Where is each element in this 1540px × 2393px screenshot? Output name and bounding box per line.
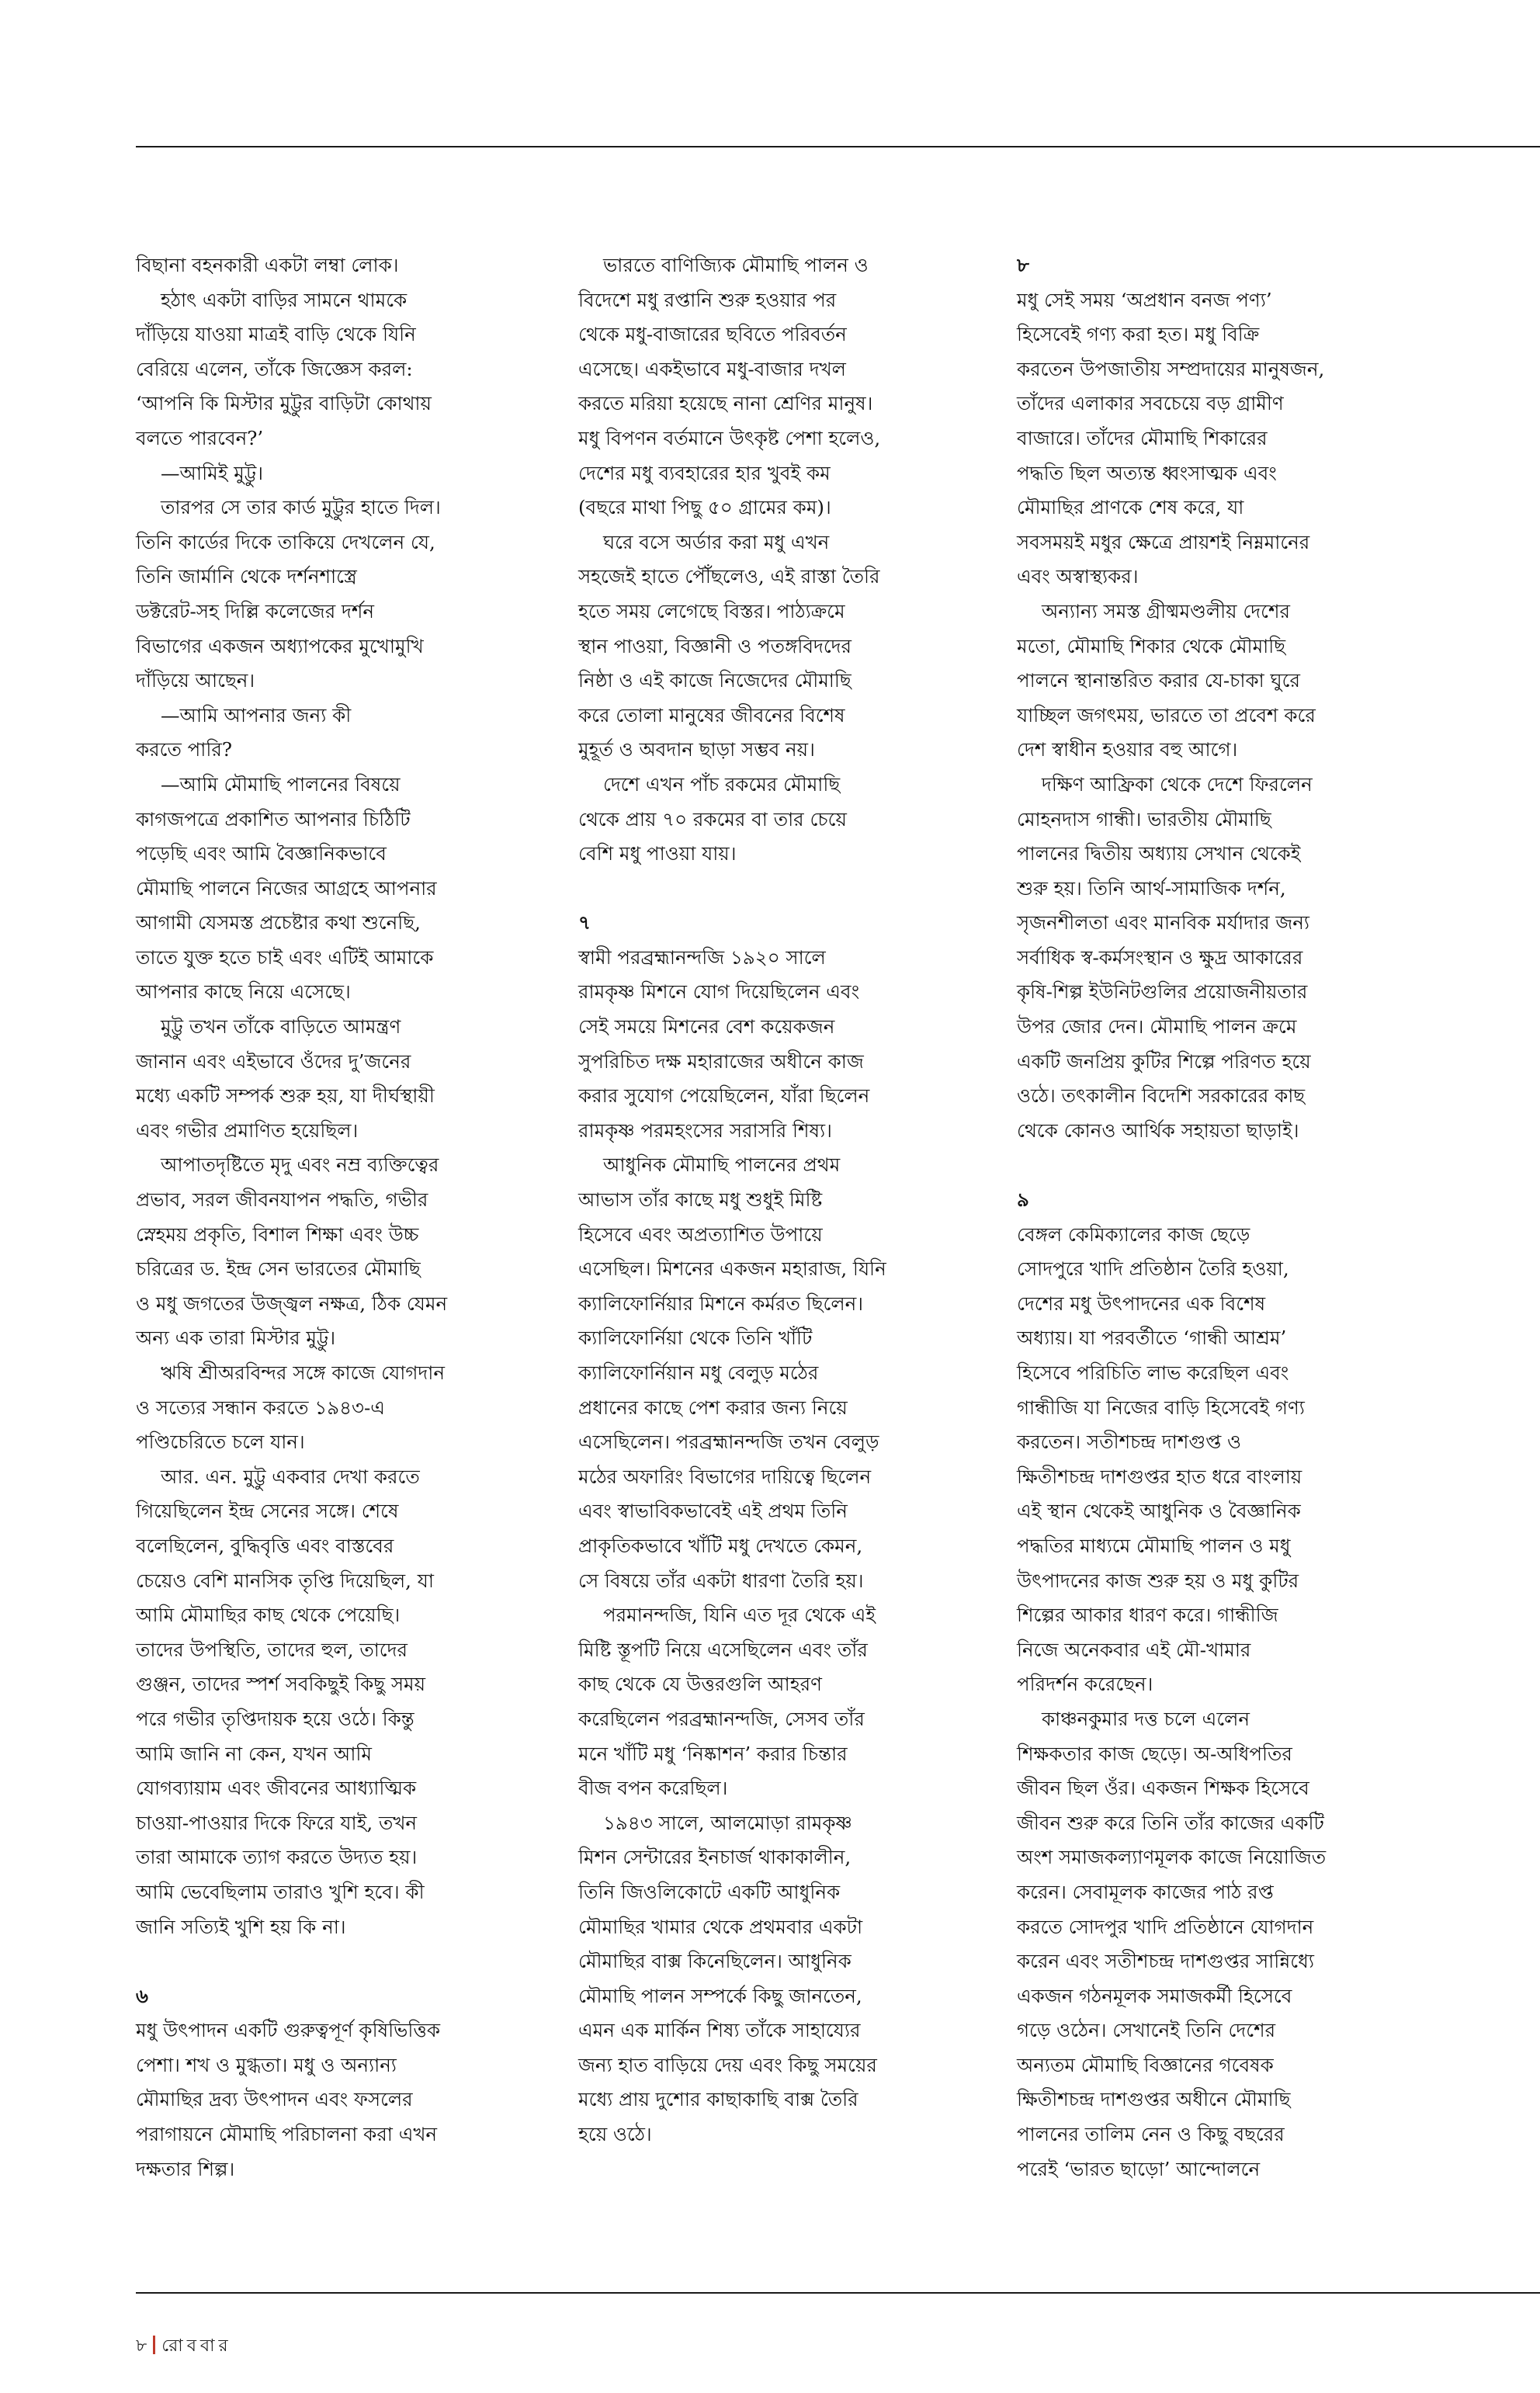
text-line: উপর জোর দেন। মৌমাছি পালন ক্রমে — [1017, 1015, 1297, 1039]
text-line: তাতে যুক্ত হতে চাই এবং এটিই আমাকে — [136, 945, 434, 969]
text-line: মৌমাছির খামার থেকে প্রথমবার একটা — [578, 1915, 863, 1938]
text-line: এমন এক মার্কিন শিষ্য তাঁকে সাহায্যের — [578, 2019, 861, 2042]
text-line: মুট্টু তখন তাঁকে বাড়িতে আমন্ত্রণ — [161, 1015, 401, 1039]
text-line: কাছ থেকে যে উত্তরগুলি আহরণ — [578, 1673, 822, 1696]
text-line: —আমি মৌমাছি পালনের বিষয়ে — [161, 772, 401, 796]
text-line: পরেই ‘ভারত ছাড়ো’ আন্দোলনে — [1017, 2157, 1261, 2180]
text-line: হিসেবে এবং অপ্রত্যাশিত উপায়ে — [578, 1223, 823, 1246]
text-line: চেয়েও বেশি মানসিক তৃপ্তি দিয়েছিল, যা — [136, 1569, 434, 1592]
text-line: করতে মরিয়া হয়েছে নানা শ্রেণির মানুষ। — [578, 392, 873, 415]
section-number: ৯ — [1017, 1188, 1029, 1212]
text-line: বলেছিলেন, বুদ্ধিবৃত্তি এবং বাস্তবের — [136, 1534, 394, 1557]
text-line: পণ্ডিচেরিতে চলে যান। — [136, 1431, 305, 1454]
section-number: ৭ — [578, 911, 591, 935]
text-line: করতে পারি? — [136, 738, 232, 761]
text-line: তিনি কার্ডের দিকে তাকিয়ে দেখলেন যে, — [136, 530, 435, 553]
text-line: ‘আপনি কি মিস্টার মুট্টুর বাড়িটা কোথায় — [136, 392, 432, 415]
text-line: মতো, মৌমাছি শিকার থেকে মৌমাছি — [1017, 634, 1286, 657]
text-line: করে তোলা মানুষের জীবনের বিশেষ — [578, 703, 845, 727]
text-line: গুঞ্জন, তাদের স্পর্শ সবকিছুই কিছু সময় — [136, 1673, 426, 1696]
text-line: অংশ সমাজকল্যাণমূলক কাজে নিয়োজিত — [1017, 1846, 1327, 1869]
text-line: পরমানন্দজি, যিনি এত দূর থেকে এই — [603, 1604, 876, 1627]
text-line: অন্য এক তারা মিস্টার মুট্টু। — [136, 1327, 336, 1350]
text-line: দক্ষতার শিল্প। — [136, 2157, 235, 2180]
text-line: বীজ বপন করেছিল। — [578, 1777, 728, 1800]
text-line: বিভাগের একজন অধ্যাপকের মুখোমুখি — [136, 634, 424, 657]
text-line: তাদের উপস্থিতি, তাদের হুল, তাদের — [136, 1638, 408, 1661]
text-line: পালনের তালিম নেন ও কিছু বছরের — [1017, 2123, 1285, 2146]
text-line: এবং গভীর প্রমাণিত হয়েছিল। — [136, 1118, 359, 1142]
text-line: মনে খাঁটি মধু ‘নিষ্কাশন’ করার চিন্তার — [578, 1742, 848, 1765]
text-line: মধু সেই সময় ‘অপ্রধান বনজ পণ্য’ — [1017, 288, 1272, 311]
text-line: জন্য হাত বাড়িয়ে দেয় এবং কিছু সময়ের — [578, 2053, 877, 2076]
text-line: আমি ভেবেছিলাম তারাও খুশি হবে। কী — [136, 1880, 425, 1903]
text-line: মৌমাছি পালন সম্পর্কে কিছু জানতেন, — [578, 1984, 862, 2007]
text-line: ঋষি শ্রীঅরবিন্দর সঙ্গে কাজে যোগদান — [161, 1361, 445, 1384]
text-line: করতেন উপজাতীয় সম্প্রদায়ের মানুষজন, — [1017, 357, 1325, 380]
text-line: এসেছে। একইভাবে মধু-বাজার দখল — [578, 357, 846, 380]
text-line: ক্ষিতীশচন্দ্র দাশগুপ্তর অধীনে মৌমাছি — [1017, 2088, 1291, 2111]
text-line: মৌমাছি পালনে নিজের আগ্রহে আপনার — [136, 876, 437, 900]
section-number: ৬ — [136, 1984, 148, 2007]
text-line: করার সুযোগ পেয়েছিলেন, যাঁরা ছিলেন — [578, 1084, 870, 1108]
footer-divider — [153, 2336, 155, 2354]
text-line: মধ্যে প্রায় দুশোর কাছাকাছি বাক্স তৈরি — [578, 2088, 858, 2111]
spacer — [1017, 1148, 1420, 1183]
text-line: আর. এন. মুট্টু একবার দেখা করতে — [161, 1465, 420, 1488]
bottom-rule — [136, 2292, 1540, 2294]
text-line: ক্ষিতীশচন্দ্র দাশগুপ্তর হাত ধরে বাংলায় — [1017, 1465, 1302, 1488]
text-line: করেন। সেবামূলক কাজের পাঠ রপ্ত — [1017, 1880, 1274, 1903]
text-line: আপাতদৃষ্টিতে মৃদু এবং নম্র ব্যক্তিত্বের — [161, 1153, 439, 1177]
text-line: স্বামী পরব্রহ্মানন্দজি ১৯২০ সালে — [578, 945, 826, 969]
text-line: —আমি আপনার জন্য কী — [161, 703, 352, 727]
text-line: কৃষি-শিল্প ইউনিটগুলির প্রয়োজনীয়তার — [1017, 980, 1308, 1004]
text-line: মধ্যে একটি সম্পর্ক শুরু হয়, যা দীর্ঘস্থায়ী — [136, 1084, 435, 1108]
text-line: ডক্টরেট-সহ দিল্লি কলেজের দর্শন — [136, 599, 374, 623]
text-line: করেছিলেন পরব্রহ্মানন্দজি, সেসব তাঁর — [578, 1707, 865, 1730]
text-line: করেন এবং সতীশচন্দ্র দাশগুপ্তর সান্নিধ্যে — [1017, 1950, 1314, 1973]
text-line: সেই সময়ে মিশনের বেশ কয়েকজন — [578, 1015, 835, 1039]
text-line: মৌমাছির প্রাণকে শেষ করে, যা — [1017, 496, 1244, 519]
text-line: প্রাকৃতিকভাবে খাঁটি মধু দেখতে কেমন, — [578, 1534, 863, 1557]
text-line: নিজে অনেকবার এই মৌ-খামার — [1017, 1638, 1251, 1661]
text-line: প্রধানের কাছে পেশ করার জন্য নিয়ে — [578, 1396, 848, 1419]
text-line: এবং স্বাভাবিকভাবেই এই প্রথম তিনি — [578, 1500, 848, 1523]
text-line: যোগব্যায়াম এবং জীবনের আধ্যাত্মিক — [136, 1777, 417, 1800]
text-line: চাওয়া-পাওয়ার দিকে ফিরে যাই, তখন — [136, 1811, 418, 1834]
spacer — [578, 872, 982, 907]
text-line: বেঙ্গল কেমিক্যালের কাজ ছেড়ে — [1017, 1223, 1250, 1246]
text-line: মোহনদাস গান্ধী। ভারতীয় মৌমাছি — [1017, 807, 1271, 831]
text-line: থেকে মধু-বাজারের ছবিতে পরিবর্তন — [578, 323, 847, 346]
text-line: আমি জানি না কেন, যখন আমি — [136, 1742, 373, 1765]
text-column-1 — [136, 248, 539, 2187]
text-line: ভারতে বাণিজ্যিক মৌমাছি পালন ও — [603, 254, 869, 276]
text-line: উৎপাদনের কাজ শুরু হয় ও মধু কুটির — [1017, 1569, 1299, 1592]
text-line: মুহূর্ত ও অবদান ছাড়া সম্ভব নয়। — [578, 738, 815, 761]
section-number: ৮ — [1017, 254, 1029, 276]
text-line: পেশা। শখ ও মুগ্ধতা। মধু ও অন্যান্য — [136, 2053, 397, 2076]
text-line: বাজারে। তাঁদের মৌমাছি শিকারের — [1017, 426, 1268, 449]
text-line: প্রভাব, সরল জীবনযাপন পদ্ধতি, গভীর — [136, 1188, 428, 1212]
text-line: নিষ্ঠা ও এই কাজে নিজেদের মৌমাছি — [578, 669, 852, 692]
text-line: মৌমাছির বাক্স কিনেছিলেন। আধুনিক — [578, 1950, 852, 1973]
text-line: সবসময়ই মধুর ক্ষেত্রে প্রায়শই নিম্নমানের — [1017, 530, 1310, 553]
text-line: থেকে প্রায় ৭০ রকমের বা তার চেয়ে — [578, 807, 847, 831]
text-line: পরিদর্শন করেছেন। — [1017, 1673, 1153, 1696]
text-line: পালনের দ্বিতীয় অধ্যায় সেখান থেকেই — [1017, 842, 1301, 865]
text-line: সোদপুরে খাদি প্রতিষ্ঠান তৈরি হওয়া, — [1017, 1257, 1289, 1281]
text-line: জীবন ছিল ওঁর। একজন শিক্ষক হিসেবে — [1017, 1777, 1309, 1800]
text-line: তাঁদের এলাকার সবচেয়ে বড় গ্রামীণ — [1017, 392, 1284, 415]
text-line: আমি মৌমাছির কাছ থেকে পেয়েছি। — [136, 1604, 401, 1627]
text-line: জানি সত্যিই খুশি হয় কি না। — [136, 1915, 346, 1938]
text-line: আধুনিক মৌমাছি পালনের প্রথম — [603, 1153, 841, 1177]
text-line: বিছানা বহনকারী একটা লম্বা লোক। — [136, 254, 399, 276]
text-line: একটি জনপ্রিয় কুটির শিল্পে পরিণত হয়ে — [1017, 1049, 1311, 1073]
text-line: এসেছিলেন। পরব্রহ্মানন্দজি তখন বেলুড় — [578, 1431, 879, 1454]
text-line: কাঞ্চনকুমার দত্ত চলে এলেন — [1042, 1707, 1250, 1730]
text-line: হিসেবেই গণ্য করা হত। মধু বিক্রি — [1017, 323, 1260, 346]
text-line: অন্যান্য সমস্ত গ্রীষ্মমণ্ডলীয় দেশের — [1042, 599, 1290, 623]
text-line: গড়ে ওঠেন। সেখানেই তিনি দেশের — [1017, 2019, 1276, 2042]
text-line: একজন গঠনমূলক সমাজকর্মী হিসেবে — [1017, 1984, 1292, 2007]
text-line: বেশি মধু পাওয়া যায়। — [578, 842, 737, 865]
text-line: (বছরে মাথা পিছু ৫০ গ্রামের কম)। — [578, 496, 831, 519]
text-line: জীবন শুরু করে তিনি তাঁর কাজের একটি — [1017, 1811, 1324, 1834]
text-line: দেশে এখন পাঁচ রকমের মৌমাছি — [603, 772, 841, 796]
text-line: তিনি জিওলিকোটে একটি আধুনিক — [578, 1880, 841, 1903]
text-line: ক্যালিফোর্নিয়ান মধু বেলুড় মঠের — [578, 1361, 819, 1384]
text-line: করতেন। সতীশচন্দ্র দাশগুপ্ত ও — [1017, 1431, 1242, 1454]
magazine-name: রোববার — [161, 2336, 232, 2356]
top-rule — [136, 146, 1540, 147]
text-line: দাঁড়িয়ে যাওয়া মাত্রই বাড়ি থেকে যিনি — [136, 323, 416, 346]
text-line: ও মধু জগতের উজ্জ্বল নক্ষত্র, ঠিক যেমন — [136, 1292, 448, 1315]
text-line: চরিত্রের ড. ইন্দ্র সেন ভারতের মৌমাছি — [136, 1257, 421, 1281]
text-line: রামকৃষ্ণ মিশনে যোগ দিয়েছিলেন এবং — [578, 980, 860, 1004]
text-line: পদ্ধতি ছিল অত্যন্ত ধ্বংসাত্মক এবং — [1017, 461, 1277, 484]
text-line: অন্যতম মৌমাছি বিজ্ঞানের গবেষক — [1017, 2053, 1274, 2076]
text-line: মধু উৎপাদন একটি গুরুত্বপূর্ণ কৃষিভিত্তিক — [136, 2019, 441, 2042]
text-line: দাঁড়িয়ে আছেন। — [136, 669, 255, 692]
text-line: —আমিই মুট্টু। — [161, 461, 264, 484]
text-line: সহজেই হাতে পৌঁছলেও, এই রাস্তা তৈরি — [578, 565, 880, 588]
text-line: শিল্পের আকার ধারণ করে। গান্ধীজি — [1017, 1604, 1278, 1627]
text-line: পড়েছি এবং আমি বৈজ্ঞানিকভাবে — [136, 842, 387, 865]
text-line: শুরু হয়। তিনি আর্থ-সামাজিক দর্শন, — [1017, 876, 1286, 900]
text-line: গান্ধীজি যা নিজের বাড়ি হিসেবেই গণ্য — [1017, 1396, 1305, 1419]
text-line: কাগজপত্রে প্রকাশিত আপনার চিঠিটি — [136, 807, 411, 831]
text-line: শিক্ষকতার কাজ ছেড়ে। অ-অধিপতির — [1017, 1742, 1292, 1765]
spacer — [136, 1944, 539, 1979]
text-line: পরাগায়নে মৌমাছি পরিচালনা করা এখন — [136, 2123, 438, 2146]
text-line: মিষ্টি স্তূপটি নিয়ে এসেছিলেন এবং তাঁর — [578, 1638, 868, 1661]
text-line: পরে গভীর তৃপ্তিদায়ক হয়ে ওঠে। কিন্তু — [136, 1707, 414, 1730]
text-line: এই স্থান থেকেই আধুনিক ও বৈজ্ঞানিক — [1017, 1500, 1301, 1523]
text-line: থেকে কোনও আর্থিক সহায়তা ছাড়াই। — [1017, 1118, 1299, 1142]
text-line: সৃজনশীলতা এবং মানবিক মর্যাদার জন্য — [1017, 911, 1309, 935]
text-line: গিয়েছিলেন ইন্দ্র সেনের সঙ্গে। শেষে — [136, 1500, 399, 1523]
text-line: সর্বাধিক স্ব-কর্মসংস্থান ও ক্ষুদ্র আকারের — [1017, 945, 1303, 969]
text-line: আভাস তাঁর কাছে মধু শুধুই মিষ্টি — [578, 1188, 823, 1212]
text-line: মিশন সেন্টারের ইনচার্জ থাকাকালীন, — [578, 1846, 852, 1869]
text-line: আপনার কাছে নিয়ে এসেছে। — [136, 980, 351, 1004]
text-column-2 — [578, 248, 982, 2152]
text-line: ঘরে বসে অর্ডার করা মধু এখন — [603, 530, 830, 553]
text-line: এসেছিল। মিশনের একজন মহারাজ, যিনি — [578, 1257, 886, 1281]
text-line: দেশের মধু উৎপাদনের এক বিশেষ — [1017, 1292, 1266, 1315]
text-line: মৌমাছির দ্রব্য উৎপাদন এবং ফসলের — [136, 2088, 413, 2111]
text-line: এবং অস্বাস্থ্যকর। — [1017, 565, 1139, 588]
text-line: যাচ্ছিল জগৎময়, ভারতে তা প্রবেশ করে — [1017, 703, 1316, 727]
text-line: তারা আমাকে ত্যাগ করতে উদ্যত হয়। — [136, 1846, 418, 1869]
text-line: হিসেবে পরিচিতি লাভ করেছিল এবং — [1017, 1361, 1289, 1384]
text-line: দেশের মধু ব্যবহারের হার খুবই কম — [578, 461, 831, 484]
text-line: রামকৃষ্ণ পরমহংসের সরাসরি শিষ্য। — [578, 1118, 832, 1142]
text-line: করতে সোদপুর খাদি প্রতিষ্ঠানে যোগদান — [1017, 1915, 1314, 1938]
text-line: মধু বিপণন বর্তমানে উৎকৃষ্ট পেশা হলেও, — [578, 426, 881, 449]
text-line: ক্যালিফোর্নিয়া থেকে তিনি খাঁটি — [578, 1327, 813, 1350]
text-line: ক্যালিফোর্নিয়ার মিশনে কর্মরত ছিলেন। — [578, 1292, 864, 1315]
text-line: ও সত্যের সন্ধান করতে ১৯৪৩-এ — [136, 1396, 385, 1419]
text-line: বলতে পারবেন?’ — [136, 426, 264, 449]
text-line: পালনে স্থানান্তরিত করার যে-চাকা ঘুরে — [1017, 669, 1300, 692]
text-line: হতে সময় লেগেছে বিস্তর। পাঠ্যক্রমে — [578, 599, 845, 623]
text-line: সুপরিচিত দক্ষ মহারাজের অধীনে কাজ — [578, 1049, 864, 1073]
text-line: অধ্যায়। যা পরবর্তীতে ‘গান্ধী আশ্রম’ — [1017, 1327, 1287, 1350]
text-line: পদ্ধতির মাধ্যমে মৌমাছি পালন ও মধু — [1017, 1534, 1291, 1557]
text-line: বেরিয়ে এলেন, তাঁকে জিজ্ঞেস করল: — [136, 357, 413, 380]
text-line: হয়ে ওঠে। — [578, 2123, 652, 2146]
text-line: স্নেহময় প্রকৃতি, বিশাল শিক্ষা এবং উচ্চ — [136, 1223, 419, 1246]
text-line: জানান এবং এইভাবে ওঁদের দু’জনের — [136, 1049, 411, 1073]
text-line: দেশ স্বাধীন হওয়ার বহু আগে। — [1017, 738, 1238, 761]
page-number: ৮ — [136, 2336, 147, 2356]
text-column-3 — [1017, 248, 1420, 2187]
text-line: তিনি জার্মানি থেকে দর্শনশাস্ত্রে — [136, 565, 357, 588]
text-line: স্থান পাওয়া, বিজ্ঞানী ও পতঙ্গবিদদের — [578, 634, 852, 657]
text-line: সে বিষয়ে তাঁর একটা ধারণা তৈরি হয়। — [578, 1569, 864, 1592]
text-line: তারপর সে তার কার্ড মুট্টুর হাতে দিল। — [161, 496, 441, 519]
text-line: ১৯৪৩ সালে, আলমোড়া রামকৃষ্ণ — [603, 1811, 852, 1834]
text-line: মঠের অফারিং বিভাগের দায়িত্বে ছিলেন — [578, 1465, 872, 1488]
text-line: দক্ষিণ আফ্রিকা থেকে দেশে ফিরলেন — [1042, 772, 1313, 796]
page-footer — [136, 2332, 232, 2361]
text-line: ওঠে। তৎকালীন বিদেশি সরকারের কাছ — [1017, 1084, 1306, 1108]
text-line: আগামী যেসমস্ত প্রচেষ্টার কথা শুনেছি, — [136, 911, 421, 935]
text-line: হঠাৎ একটা বাড়ির সামনে থামকে — [161, 288, 408, 311]
text-line: বিদেশে মধু রপ্তানি শুরু হওয়ার পর — [578, 288, 837, 311]
